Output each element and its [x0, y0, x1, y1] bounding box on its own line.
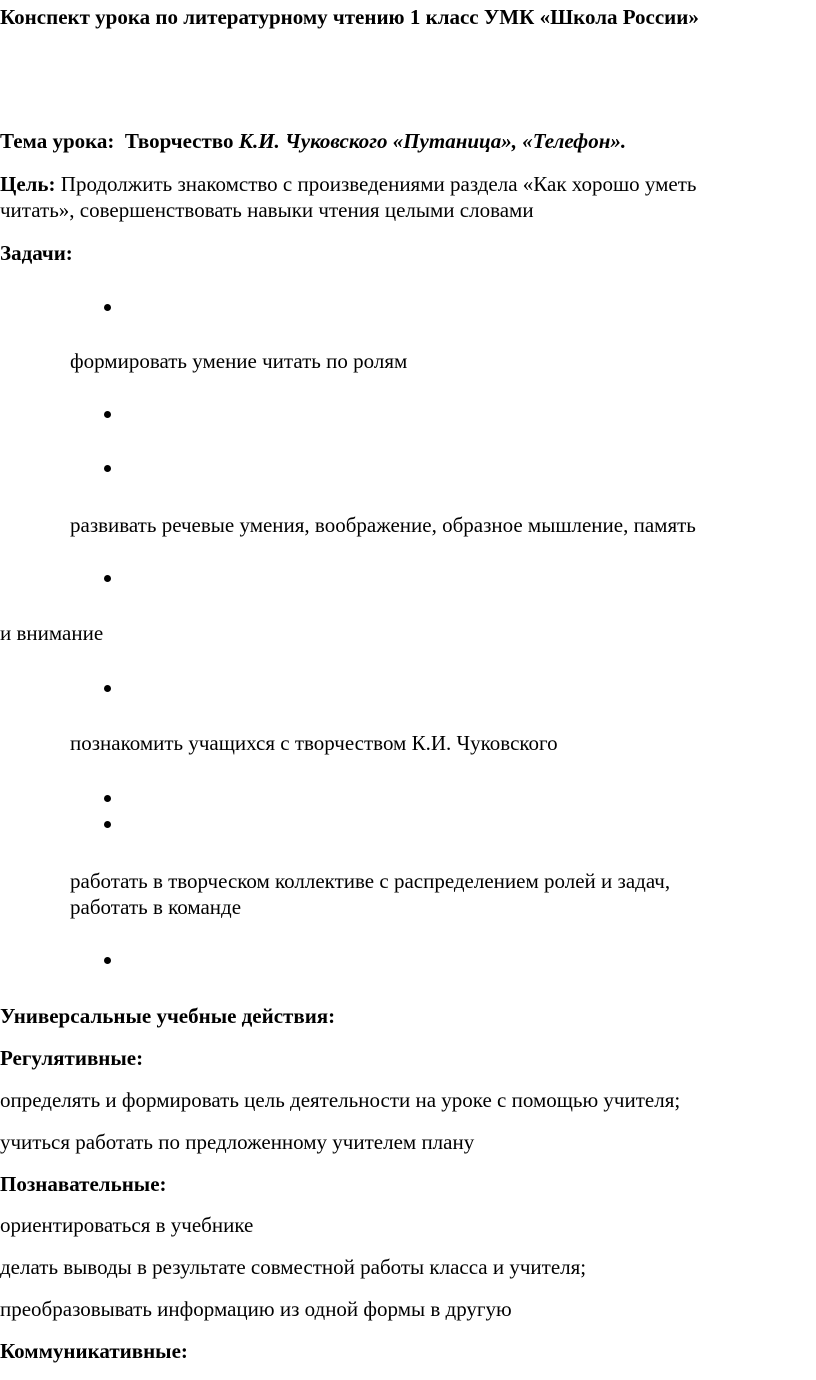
cognitive-item-2: делать выводы в результате совместной работы класса и учителя; — [0, 1255, 587, 1279]
uud-heading: Универсальные учебные действия: — [0, 1004, 336, 1028]
goal-line-1 — [0, 171, 697, 197]
document-title: Конспект урока по литературному чтению 1 класс УМК «Школа России» — [0, 5, 699, 29]
cognitive-heading: Познавательные: — [0, 1172, 167, 1196]
bullet-icon — [104, 685, 111, 692]
topic-text-plain: Творчество — [124, 129, 234, 153]
bullet-icon — [104, 411, 111, 418]
topic-label: Тема урока: — [0, 129, 115, 153]
bullet-icon — [104, 795, 111, 802]
task-item-3: познакомить учащихся с творчеством К.И. Чуковского — [70, 731, 558, 755]
regulative-item-2: учиться работать по предложенному учителем плану — [0, 1130, 475, 1154]
bullet-icon — [104, 957, 111, 964]
goal-text-1: Продолжить знакомство с произведениями раздела «Как хорошо уметь — [60, 172, 697, 196]
task-item-4-line-1: работать в творческом коллективе с распределением ролей и задач, — [70, 869, 671, 893]
task-item-2-continuation: и внимание — [0, 621, 104, 645]
tasks-label: Задачи: — [0, 241, 73, 265]
task-item-2: развивать речевые умения, воображение, образное мышление, память — [70, 513, 696, 537]
regulative-heading: Регулятивные: — [0, 1046, 144, 1070]
topic-line — [0, 128, 626, 154]
bullet-icon — [104, 465, 111, 472]
bullet-icon — [104, 304, 111, 311]
regulative-item-1: определять и формировать цель деятельности на уроке с помощью учителя; — [0, 1088, 681, 1112]
task-item-1: формировать умение читать по ролям — [70, 349, 408, 373]
bullet-icon — [104, 821, 111, 828]
cognitive-item-3: преобразовывать информацию из одной формы в другую — [0, 1297, 512, 1321]
task-item-4-line-2: работать в команде — [70, 895, 242, 919]
communicative-heading: Коммуникативные: — [0, 1339, 188, 1363]
goal-label: Цель: — [0, 172, 56, 196]
cognitive-item-1: ориентироваться в учебнике — [0, 1213, 254, 1237]
topic-text-italic: К.И. Чуковского «Путаница», «Телефон». — [238, 129, 627, 153]
bullet-icon — [104, 575, 111, 582]
goal-line-2: читать», совершенствовать навыки чтения целыми словами — [0, 198, 534, 222]
